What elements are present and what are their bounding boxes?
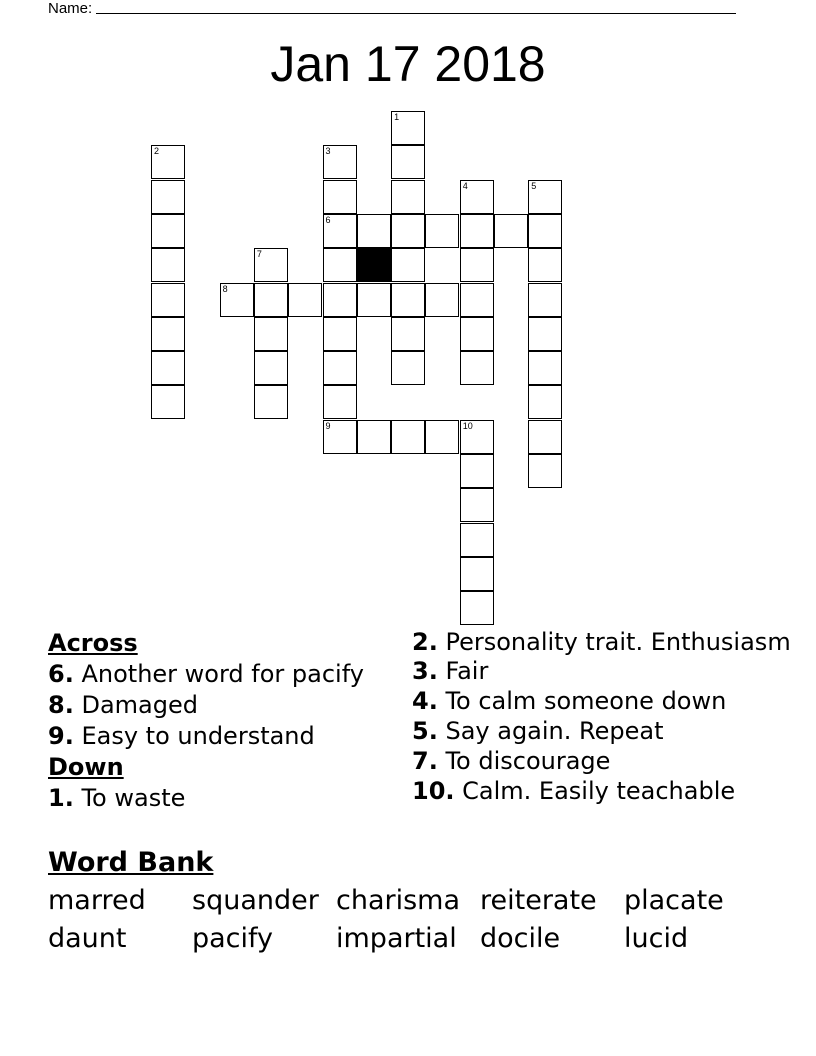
clue-text: To waste [81,784,186,812]
grid-cell[interactable] [323,248,357,282]
clue-across-9 [48,721,398,752]
clue-text: To discourage [445,747,611,775]
grid-cell[interactable] [391,145,425,179]
word-bank-word: daunt [48,923,127,954]
clue-number-label: 5 [531,180,537,191]
grid-cell[interactable] [323,351,357,385]
down-heading: Down [48,753,124,781]
clues-left-column [48,628,398,814]
grid-cell[interactable] [254,317,288,351]
grid-cell[interactable] [220,283,254,317]
clue-down-1 [48,783,398,814]
grid-cell[interactable] [494,214,528,248]
clue-number: 1. [48,784,74,812]
grid-cell[interactable] [151,385,185,419]
clue-number-label: 7 [256,249,262,260]
word-bank-heading: Word Bank [48,847,214,878]
grid-cell[interactable] [528,385,562,419]
grid-cell[interactable] [391,111,425,145]
grid-cell[interactable] [391,214,425,248]
grid-cell[interactable] [391,248,425,282]
grid-cell[interactable] [288,283,322,317]
grid-cell[interactable] [391,420,425,454]
grid-cell[interactable] [151,351,185,385]
grid-cell[interactable] [425,214,459,248]
grid-cell[interactable] [425,420,459,454]
puzzle-title: Jan 17 2018 [270,36,546,92]
grid-cell[interactable] [323,385,357,419]
grid-cell[interactable] [460,488,494,522]
grid-cell[interactable] [460,454,494,488]
clue-text: To calm someone down [445,687,727,715]
grid-cell[interactable] [460,557,494,591]
grid-cell[interactable] [323,145,357,179]
clue-text: Easy to understand [81,722,315,750]
grid-cell[interactable] [151,317,185,351]
clue-number-label: 1 [394,112,400,122]
grid-cell[interactable] [460,180,494,214]
grid-cell[interactable] [528,283,562,317]
grid-cell-blocked [357,248,391,282]
grid-cell[interactable] [528,454,562,488]
across-heading: Across [48,629,138,657]
grid-cell[interactable] [254,385,288,419]
grid-cell[interactable] [357,420,391,454]
grid-cell[interactable] [460,523,494,557]
clue-text: Another word for pacify [81,660,364,688]
grid-cell[interactable] [391,351,425,385]
clue-number: 3. [412,657,438,685]
clue-down-5 [412,716,792,746]
grid-cell[interactable] [323,283,357,317]
clue-down-4 [412,686,792,716]
clue-number-label: 4 [462,180,468,191]
clue-number: 4. [412,687,438,715]
grid-cell[interactable] [460,420,494,454]
clue-text: Personality trait. Enthusiasm [445,628,791,656]
word-bank-word: placate [624,885,724,916]
grid-cell[interactable] [460,351,494,385]
grid-cell[interactable] [323,317,357,351]
grid-cell[interactable] [528,180,562,214]
grid-cell[interactable] [323,420,357,454]
grid-cell[interactable] [357,214,391,248]
word-bank-word: charisma [336,885,461,916]
clue-number: 7. [412,747,438,775]
clue-text: Fair [445,657,489,685]
word-bank-word: docile [480,923,561,954]
clue-number: 9. [48,722,74,750]
clue-down-2 [412,628,792,656]
clue-down-7 [412,746,792,776]
word-bank-word: marred [48,885,146,916]
grid-cell[interactable] [151,145,185,179]
grid-cell[interactable] [528,317,562,351]
clue-across-6 [48,659,398,690]
word-bank-word: impartial [336,923,457,954]
grid-cell[interactable] [528,214,562,248]
word-bank-word: pacify [192,923,274,954]
grid-cell[interactable] [460,317,494,351]
grid-cell[interactable] [151,248,185,282]
name-label: Name: [48,0,93,17]
clue-number: 6. [48,660,74,688]
grid-cell[interactable] [357,283,391,317]
clue-number-label: 3 [325,146,331,157]
grid-cell[interactable] [528,420,562,454]
word-bank-word: lucid [624,923,689,954]
grid-cell[interactable] [323,214,357,248]
clue-text: Calm. Easily teachable [462,777,736,805]
clue-number: 8. [48,691,74,719]
grid-cell[interactable] [460,214,494,248]
clue-number: 2. [412,628,438,656]
clue-number: 5. [412,717,438,745]
clue-number-label: 6 [325,214,331,225]
grid-cell[interactable] [323,180,357,214]
clue-across-8 [48,690,398,721]
grid-cell[interactable] [391,283,425,317]
clue-text: Damaged [81,691,198,719]
grid-cell[interactable] [254,283,288,317]
clue-number-label: 2 [154,146,160,157]
clue-down-3 [412,656,792,686]
grid-cell[interactable] [391,317,425,351]
word-bank-word: reiterate [480,885,597,916]
clue-text: Say again. Repeat [445,717,664,745]
clue-number-label: 10 [462,420,473,431]
grid-cell[interactable] [151,180,185,214]
grid-cell[interactable] [425,283,459,317]
grid-cell[interactable] [528,351,562,385]
clue-down-10 [412,776,792,806]
clue-number: 10. [412,777,455,805]
grid-cell[interactable] [528,248,562,282]
word-bank-word: squander [192,885,319,916]
clue-number-label: 9 [325,420,331,431]
grid-cell[interactable] [460,283,494,317]
clue-number-label: 8 [222,283,228,294]
grid-cell[interactable] [151,214,185,248]
grid-cell[interactable] [460,248,494,282]
grid-cell[interactable] [254,351,288,385]
grid-cell[interactable] [391,180,425,214]
clues-right-column [412,628,792,806]
grid-cell[interactable] [460,591,494,625]
grid-cell[interactable] [254,248,288,282]
grid-cell[interactable] [151,283,185,317]
